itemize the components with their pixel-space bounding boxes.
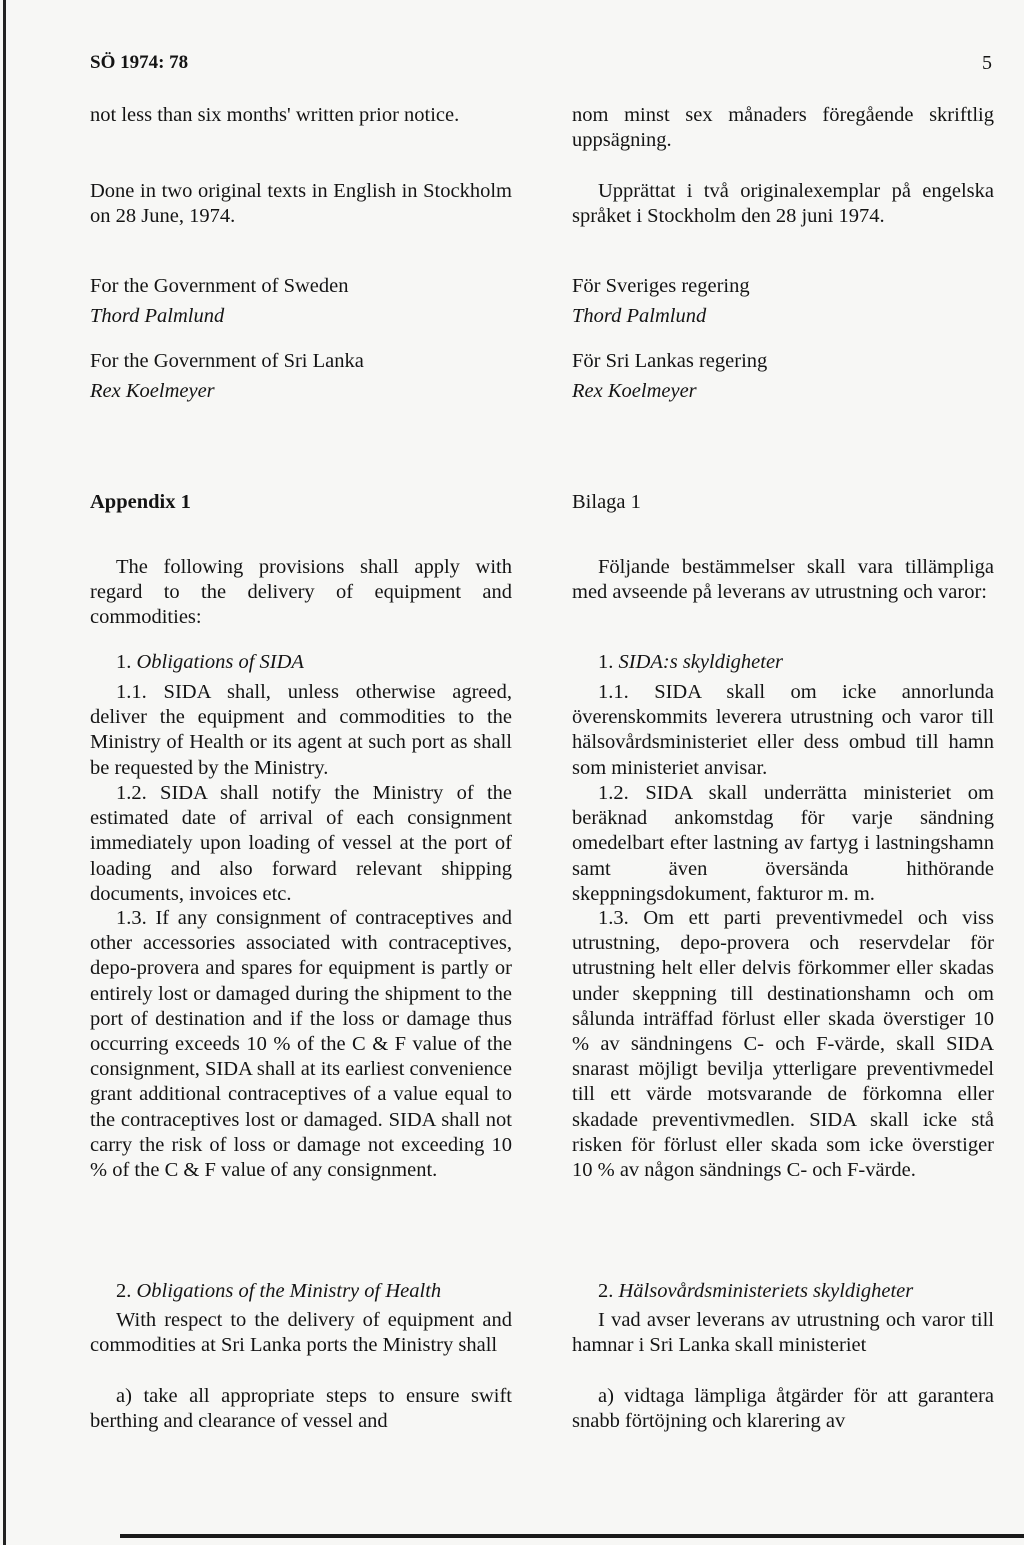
section-2-title: Hälsovårdsministeriets skyldigheter <box>618 1280 914 1302</box>
appendix-title: Bilaga 1 <box>572 491 641 513</box>
section-2-number: 2. <box>598 1280 614 1302</box>
section-1-heading <box>90 650 512 675</box>
section-2-title: Obligations of the Ministry of Health <box>136 1280 442 1302</box>
clause-1-3: 1.3. Om ett parti preventivmedel och viss utrustning, depo-provera och reservdelar för utrustning helt eller delvis förkommer eller skadas under skeppning till destinationshamn och om sålunda inträffad förlust eller skada överstiger 10 % av sändningens C- och F-värde, skall SIDA snarast möjligt bevilja ytterligare preventivmedel till ett värde motsvarande de förkomna eller skadade preventivmedlen. SIDA skall icke stå risken för förlust eller skada som icke överstiger 10 % av någon sändnings C- och F-värde. <box>572 907 994 1182</box>
signer-sweden: Thord Palmlund <box>572 305 707 327</box>
section-1-heading <box>572 650 994 675</box>
clause-1-2: 1.2. SIDA skall underrätta ministeriet om beräknad ankomstdag för varje sändning omedelbart efter lastning av fartyg i lastningshamn samt även översända hithörande skeppningsdokument, fakturor m. m. <box>572 782 994 905</box>
clause-1-2: 1.2. SIDA shall notify the Ministry of the estimated date of arrival of each consignment immediately upon loading of vessel at the port of loading and also forward relevant shipping documents, invoices etc. <box>90 782 512 905</box>
section-2-intro: I vad avser leverans av utrustning och varor till hamnar i Sri Lanka skall ministeriet <box>572 1309 994 1357</box>
gov-sweden-label: För Sveriges regering <box>572 275 750 297</box>
appendix-intro: The following provisions shall apply with regard to the delivery of equipment and commodities: <box>90 556 512 629</box>
appendix-intro: Följande bestämmelser skall vara tillämpliga med avseende på leverans av utrustning och varor: <box>572 556 994 604</box>
signer-srilanka: Rex Koelmeyer <box>572 380 697 402</box>
gov-sweden-label: For the Government of Sweden <box>90 275 349 297</box>
appendix-title: Appendix 1 <box>90 491 191 513</box>
document-code: SÖ 1974: 78 <box>90 52 189 73</box>
notice-paragraph: not less than six months' written prior notice. <box>90 104 460 126</box>
done-paragraph: Upprättat i två originalexemplar på engelska språket i Stockholm den 28 juni 1974. <box>572 180 994 228</box>
signer-sweden: Thord Palmlund <box>90 305 225 327</box>
gov-srilanka-label: For the Government of Sri Lanka <box>90 350 364 372</box>
section-2-heading <box>572 1279 994 1304</box>
section-1-number: 1. <box>116 651 132 673</box>
page-number: 5 <box>982 52 992 74</box>
notice-paragraph: nom minst sex månaders föregående skriftlig uppsägning. <box>572 104 994 152</box>
section-1-number: 1. <box>598 651 614 673</box>
gov-srilanka-label: För Sri Lankas regering <box>572 350 768 372</box>
section-1-title: SIDA:s skyldigheter <box>618 651 784 673</box>
clause-1-1: 1.1. SIDA shall, unless otherwise agreed, deliver the equipment and commodities to the Ministry of Health or its agent at such port as shall be requested by the Ministry. <box>90 681 512 779</box>
clause-1-1: 1.1. SIDA skall om icke annorlunda överenskommits leverera utrustning och varor till hälsovårdsministeriet eller dess ombud till hamn som ministeriet anvisar. <box>572 681 994 779</box>
clause-1-3: 1.3. If any consignment of contraceptives and other accessories associated with contraceptives, depo-provera and spares for equipment is partly or entirely lost or damaged during the shipment to the port of destination and if the loss or damage thus occurring exceeds 10 % of the C & F value of the consignment, SIDA shall at its earliest convenience grant additional contraceptives of a value equal to the contraceptives lost or damaged. SIDA shall not carry the risk of loss or damage not exceeding 10 % of the C & F value of any consignment. <box>90 907 512 1182</box>
clause-2-a: a) vidtaga lämpliga åtgärder för att garantera snabb förtöjning och klarering av <box>572 1385 994 1433</box>
scan-left-edge <box>3 0 6 1545</box>
scan-bottom-edge <box>120 1534 1024 1538</box>
section-2-heading <box>90 1279 512 1304</box>
signer-srilanka: Rex Koelmeyer <box>90 380 215 402</box>
clause-2-a: a) take all appropriate steps to ensure swift berthing and clearance of vessel and <box>90 1385 512 1433</box>
done-paragraph: Done in two original texts in English in Stockholm on 28 June, 1974. <box>90 180 512 228</box>
section-2-number: 2. <box>116 1280 132 1302</box>
section-2-intro: With respect to the delivery of equipment and commodities at Sri Lanka ports the Ministry shall <box>90 1309 512 1357</box>
section-1-title: Obligations of SIDA <box>136 651 304 673</box>
